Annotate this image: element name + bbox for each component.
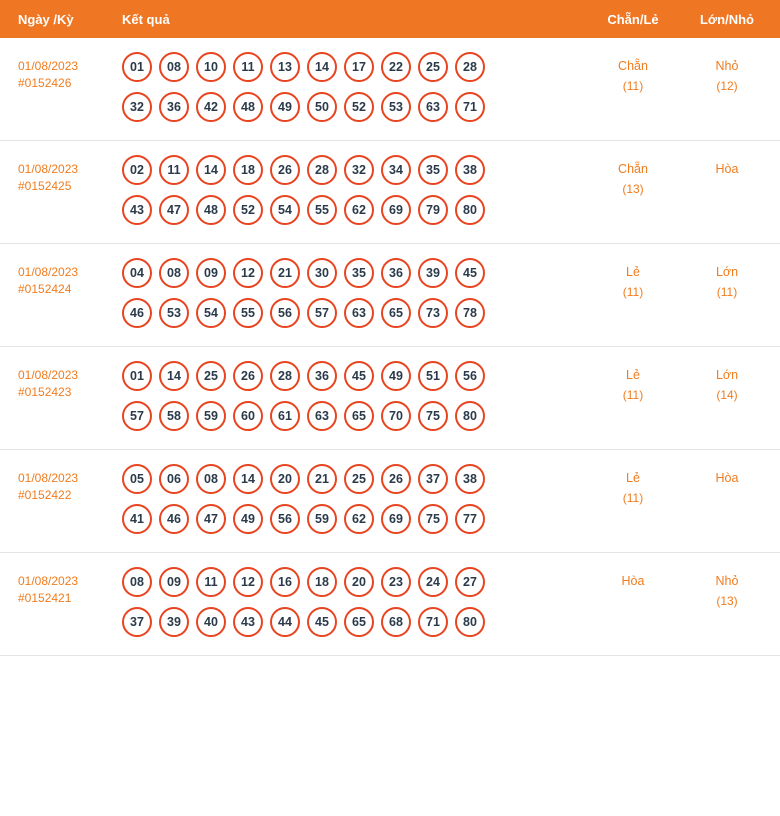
ball-row: [122, 361, 588, 391]
result-ball: 04: [122, 258, 152, 288]
size-cell: [678, 155, 776, 179]
draw-date: 01/08/2023: [18, 574, 79, 588]
result-ball: 25: [418, 52, 448, 82]
even-odd-value: Chẵn: [618, 59, 648, 73]
result-ball: 42: [196, 92, 226, 122]
size-value: Lớn: [715, 265, 739, 279]
result-ball: 41: [122, 504, 152, 534]
result-ball: 27: [455, 567, 485, 597]
result-ball: 62: [344, 195, 374, 225]
draw-date: 01/08/2023: [18, 162, 79, 176]
even-odd-count: (11): [622, 388, 644, 402]
result-ball: 39: [418, 258, 448, 288]
result-ball: 20: [270, 464, 300, 494]
result-ball: 47: [196, 504, 226, 534]
table-row[interactable]: [0, 244, 780, 347]
result-ball: 01: [122, 52, 152, 82]
table-body: [0, 38, 780, 656]
result-ball: 63: [344, 298, 374, 328]
result-ball: 63: [307, 401, 337, 431]
result-ball: 35: [344, 258, 374, 288]
result-ball: 40: [196, 607, 226, 637]
result-ball: 45: [344, 361, 374, 391]
result-ball: 25: [344, 464, 374, 494]
result-ball: 37: [418, 464, 448, 494]
result-ball: 14: [233, 464, 263, 494]
size-cell: [678, 464, 776, 488]
result-ball: 11: [196, 567, 226, 597]
draw-date: 01/08/2023: [18, 471, 79, 485]
result-ball: 48: [196, 195, 226, 225]
result-ball: 08: [196, 464, 226, 494]
column-header-result: Kết quả: [122, 11, 170, 27]
ball-row: [122, 567, 588, 597]
size-value: Hòa: [715, 162, 739, 176]
ball-row: [122, 92, 588, 122]
result-ball: 57: [307, 298, 337, 328]
result-ball: 28: [307, 155, 337, 185]
even-odd-cell: [588, 155, 678, 199]
result-ball: 73: [418, 298, 448, 328]
result-ball: 80: [455, 607, 485, 637]
result-ball: 75: [418, 401, 448, 431]
result-ball: 12: [233, 567, 263, 597]
result-ball: 08: [159, 258, 189, 288]
result-ball: 23: [381, 567, 411, 597]
result-ball: 69: [381, 504, 411, 534]
draw-id: #0152425: [18, 179, 72, 193]
result-ball: 10: [196, 52, 226, 82]
result-ball: 46: [159, 504, 189, 534]
table-row[interactable]: [0, 450, 780, 553]
result-ball: 30: [307, 258, 337, 288]
draw-id: #0152426: [18, 76, 72, 90]
draw-id: #0152424: [18, 282, 72, 296]
result-ball: 70: [381, 401, 411, 431]
ball-row: [122, 52, 588, 82]
result-ball: 34: [381, 155, 411, 185]
result-ball: 43: [122, 195, 152, 225]
result-ball: 49: [381, 361, 411, 391]
size-count: (13): [716, 594, 738, 608]
result-ball: 32: [344, 155, 374, 185]
size-count: (12): [716, 79, 738, 93]
result-ball: 52: [233, 195, 263, 225]
result-ball: 21: [307, 464, 337, 494]
result-ball: 68: [381, 607, 411, 637]
result-ball: 54: [196, 298, 226, 328]
result-ball: 37: [122, 607, 152, 637]
result-ball: 28: [270, 361, 300, 391]
result-ball: 80: [455, 401, 485, 431]
draw-date-cell: [0, 361, 118, 401]
even-odd-cell: [588, 258, 678, 302]
result-ball: 57: [122, 401, 152, 431]
result-ball: 39: [159, 607, 189, 637]
result-ball: 11: [233, 52, 263, 82]
result-ball: 36: [381, 258, 411, 288]
result-ball: 65: [344, 607, 374, 637]
draw-date: 01/08/2023: [18, 59, 79, 73]
result-ball: 32: [122, 92, 152, 122]
result-ball: 55: [307, 195, 337, 225]
result-ball: 55: [233, 298, 263, 328]
table-row[interactable]: [0, 38, 780, 141]
result-ball: 53: [381, 92, 411, 122]
result-ball: 80: [455, 195, 485, 225]
result-ball: 56: [270, 504, 300, 534]
result-ball: 22: [381, 52, 411, 82]
ball-row: [122, 155, 588, 185]
column-header-even-odd: Chẵn/Lẻ: [607, 11, 659, 27]
result-ball: 01: [122, 361, 152, 391]
result-ball: 52: [344, 92, 374, 122]
even-odd-value: Lẻ: [626, 368, 640, 382]
result-ball: 36: [159, 92, 189, 122]
result-ball: 56: [270, 298, 300, 328]
result-ball: 38: [455, 155, 485, 185]
result-ball: 69: [381, 195, 411, 225]
result-ball: 21: [270, 258, 300, 288]
result-ball: 06: [159, 464, 189, 494]
result-ball: 35: [418, 155, 448, 185]
draw-id: #0152421: [18, 591, 72, 605]
result-ball: 45: [307, 607, 337, 637]
size-cell: [678, 52, 776, 96]
draw-date-cell: [0, 464, 118, 504]
size-value: Nhỏ: [715, 59, 739, 73]
ball-row: [122, 607, 588, 637]
draw-date-cell: [0, 567, 118, 607]
result-ball: 08: [159, 52, 189, 82]
table-header-row: [0, 0, 780, 38]
even-odd-count: (13): [622, 182, 644, 196]
result-ball: 43: [233, 607, 263, 637]
result-ball: 78: [455, 298, 485, 328]
even-odd-value: Lẻ: [626, 471, 640, 485]
result-ball: 26: [270, 155, 300, 185]
size-cell: [678, 258, 776, 302]
result-ball: 09: [196, 258, 226, 288]
result-ball: 77: [455, 504, 485, 534]
draw-date: 01/08/2023: [18, 265, 79, 279]
result-ball: 08: [122, 567, 152, 597]
size-value: Lớn: [715, 368, 739, 382]
even-odd-count: (11): [622, 79, 644, 93]
result-ball: 14: [307, 52, 337, 82]
result-ball: 17: [344, 52, 374, 82]
draw-date-cell: [0, 258, 118, 298]
result-balls-cell: [118, 464, 588, 534]
result-ball: 16: [270, 567, 300, 597]
result-ball: 26: [233, 361, 263, 391]
ball-row: [122, 504, 588, 534]
result-ball: 02: [122, 155, 152, 185]
result-ball: 47: [159, 195, 189, 225]
table-row[interactable]: [0, 347, 780, 450]
result-ball: 75: [418, 504, 448, 534]
result-ball: 38: [455, 464, 485, 494]
result-balls-cell: [118, 258, 588, 328]
even-odd-value: Chẵn: [618, 162, 648, 176]
result-ball: 51: [418, 361, 448, 391]
ball-row: [122, 195, 588, 225]
result-ball: 56: [455, 361, 485, 391]
result-balls-cell: [118, 567, 588, 637]
result-ball: 13: [270, 52, 300, 82]
result-ball: 18: [233, 155, 263, 185]
result-ball: 25: [196, 361, 226, 391]
result-ball: 14: [196, 155, 226, 185]
result-ball: 49: [233, 504, 263, 534]
ball-row: [122, 258, 588, 288]
result-ball: 48: [233, 92, 263, 122]
result-ball: 46: [122, 298, 152, 328]
result-balls-cell: [118, 361, 588, 431]
even-odd-cell: [588, 52, 678, 96]
size-count: (11): [716, 285, 738, 299]
ball-row: [122, 464, 588, 494]
result-ball: 14: [159, 361, 189, 391]
result-ball: 79: [418, 195, 448, 225]
result-ball: 09: [159, 567, 189, 597]
result-ball: 18: [307, 567, 337, 597]
size-value: Hòa: [715, 471, 739, 485]
table-row[interactable]: [0, 553, 780, 656]
result-ball: 71: [455, 92, 485, 122]
even-odd-cell: [588, 464, 678, 508]
result-ball: 58: [159, 401, 189, 431]
result-ball: 36: [307, 361, 337, 391]
result-ball: 63: [418, 92, 448, 122]
even-odd-value: Lẻ: [626, 265, 640, 279]
result-ball: 45: [455, 258, 485, 288]
result-balls-cell: [118, 52, 588, 122]
even-odd-cell: [588, 567, 678, 591]
ball-row: [122, 401, 588, 431]
draw-id: #0152422: [18, 488, 72, 502]
column-header-size: Lớn/Nhỏ: [699, 11, 754, 27]
result-ball: 53: [159, 298, 189, 328]
result-ball: 12: [233, 258, 263, 288]
result-ball: 61: [270, 401, 300, 431]
even-odd-count: (11): [622, 285, 644, 299]
result-ball: 26: [381, 464, 411, 494]
result-ball: 60: [233, 401, 263, 431]
even-odd-count: (11): [622, 491, 644, 505]
size-count: (14): [716, 388, 738, 402]
result-ball: 50: [307, 92, 337, 122]
draw-date: 01/08/2023: [18, 368, 79, 382]
even-odd-cell: [588, 361, 678, 405]
result-ball: 65: [344, 401, 374, 431]
even-odd-value: Hòa: [621, 574, 645, 588]
result-balls-cell: [118, 155, 588, 225]
draw-date-cell: [0, 155, 118, 195]
result-ball: 49: [270, 92, 300, 122]
ball-row: [122, 298, 588, 328]
result-ball: 05: [122, 464, 152, 494]
table-row[interactable]: [0, 141, 780, 244]
result-ball: 20: [344, 567, 374, 597]
size-cell: [678, 567, 776, 611]
result-ball: 44: [270, 607, 300, 637]
size-cell: [678, 361, 776, 405]
draw-id: #0152423: [18, 385, 72, 399]
result-ball: 11: [159, 155, 189, 185]
result-ball: 24: [418, 567, 448, 597]
result-ball: 71: [418, 607, 448, 637]
draw-date-cell: [0, 52, 118, 92]
result-ball: 59: [196, 401, 226, 431]
result-ball: 65: [381, 298, 411, 328]
size-value: Nhỏ: [715, 574, 739, 588]
result-ball: 28: [455, 52, 485, 82]
result-ball: 54: [270, 195, 300, 225]
result-ball: 62: [344, 504, 374, 534]
result-ball: 59: [307, 504, 337, 534]
column-header-date: Ngày /Kỳ: [18, 11, 74, 27]
